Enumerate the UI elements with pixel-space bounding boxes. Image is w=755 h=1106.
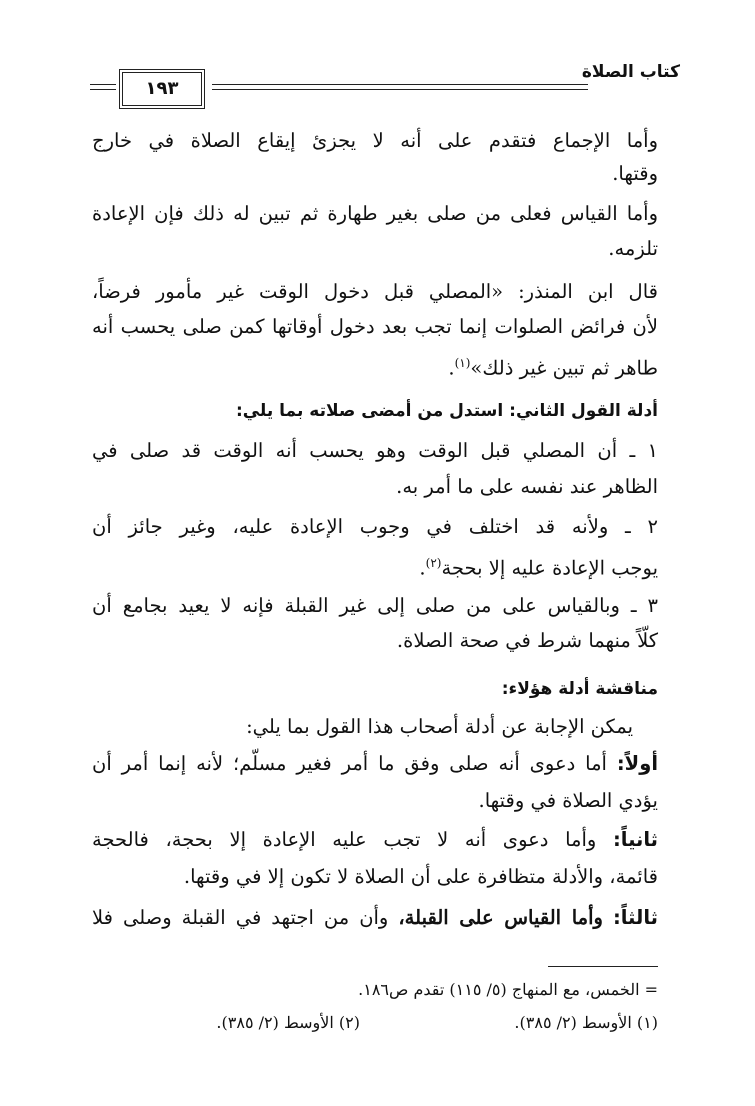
body-line-10: الظاهر عند نفسه على ما أمر به. [396, 475, 658, 498]
footnote-2: (٢) الأوسط (٢/ ٣٨٥). [216, 1013, 360, 1032]
body-line-9: ١ ـ أن المصلي قبل الوقت وهو يحسب أنه الوقت قد صلى في [92, 439, 658, 462]
footnote-ref-2: (٢) [425, 556, 442, 570]
book-title: كتاب الصلاة [581, 62, 680, 82]
header-rule-left [90, 84, 116, 85]
body-line-16: يمكن الإجابة عن أدلة أصحاب هذا القول بما يلي: [246, 715, 633, 738]
body-line-14: كلّاً منهما شرط في صحة الصلاة. [396, 629, 658, 652]
lead-third-bold: وأما القياس على القبلة، [398, 906, 603, 929]
page-header [90, 58, 680, 102]
body-line-12: يوجب الإعادة عليه إلا بحجة$^{(٢)}$. [419, 556, 658, 580]
header-rule-left-2 [90, 89, 116, 90]
footnote-1: (١) الأوسط (٢/ ٣٨٥). [514, 1013, 658, 1032]
body-line-6: لأن فرائض الصلوات إنما تجب بعد دخول أوقاتها كمن صلى يحسب أنه [92, 315, 658, 338]
body-line-18: يؤدي الصلاة في وقتها. [478, 789, 658, 812]
body-line-20: قائمة، والأدلة متظافرة على أن الصلاة لا تكون إلا في وقتها. [183, 865, 658, 888]
header-rule-right-2 [212, 89, 588, 90]
body-line-11: ٢ ـ ولأنه قد اختلف في وجوب الإعادة عليه، وغير جائز أن [92, 515, 658, 538]
body-line-21: ثالثاً: وأما القياس على القبلة، وأن من اجتهد في القبلة وصلى فلا [92, 906, 658, 929]
lead-third: ثالثاً: [612, 906, 658, 929]
header-rule-right [212, 84, 588, 85]
body-line-2: وقتها. [612, 162, 658, 185]
section-heading-discussion: مناقشة أدلة هؤلاء: [501, 679, 658, 699]
page-number: ١٩٣ [122, 72, 202, 106]
body-line-1: وأما الإجماع فتقدم على أنه لا يجزئ إيقاع الصلاة في خارج [92, 129, 658, 152]
body-line-13: ٣ ـ وبالقياس على من صلى إلى غير القبلة فإنه لا يعيد بجامع أن [92, 594, 658, 617]
body-line-4: تلزمه. [608, 237, 658, 260]
footnote-ref-1: (١) [454, 356, 471, 370]
section-heading-second-opinion: أدلة القول الثاني: استدل من أمضى صلاته بما يلي: [235, 401, 658, 421]
body-line-17: أولاً: أما دعوى أنه صلى وفق ما أمر فغير مسلّم؛ لأنه إنما أمر أن [92, 752, 658, 775]
footnote-carry-over: = الخمس، مع المنهاج (٥/ ١١٥) تقدم ص١٨٦. [358, 980, 658, 999]
lead-first: أولاً: [616, 752, 658, 775]
footnote-separator [548, 966, 658, 967]
body-line-3: وأما القياس فعلى من صلى بغير طهارة ثم تبين له ذلك فإن الإعادة [92, 202, 658, 225]
body-line-5: قال ابن المنذر: «المصلي قبل دخول الوقت غير مأمور فرضاً، [92, 280, 658, 303]
lead-second: ثانياً: [612, 828, 658, 851]
body-line-19: ثانياً: وأما دعوى أنه لا تجب عليه الإعادة إلا بحجة، فالحجة [92, 828, 658, 851]
body-line-7: طاهر ثم تبين غير ذلك»$^{(١)}$. [448, 356, 658, 380]
